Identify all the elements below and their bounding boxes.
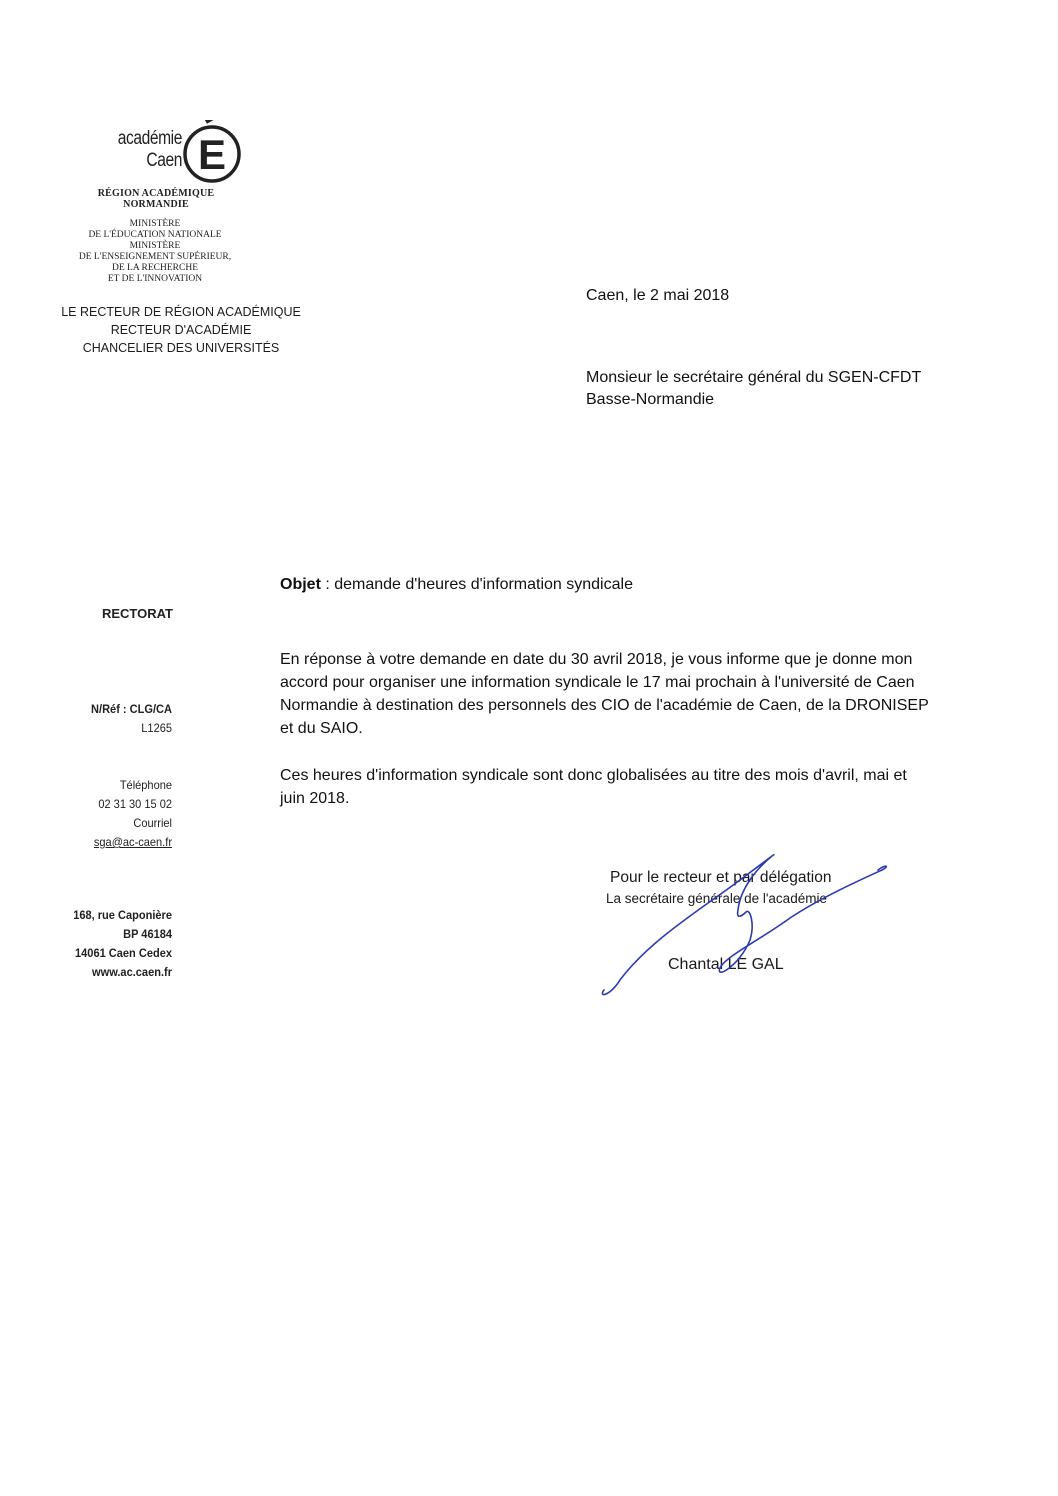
- logo-word-academie: académie: [117, 128, 182, 149]
- letter-date: Caen, le 2 mai 2018: [586, 287, 730, 304]
- sidebar-email-link[interactable]: sga@ac-caen.fr: [93, 835, 172, 849]
- logo-circle-e-icon: [180, 120, 246, 184]
- paragraph-line: Normandie à destination des personnels des CIO de l'académie de Caen, de la DRONISEP: [280, 697, 929, 714]
- ministry-line: DE L'ÉDUCATION NATIONALE: [88, 230, 222, 240]
- sidebar-phone-label: Téléphone: [119, 778, 172, 792]
- paragraph-1: [280, 648, 1020, 740]
- ministry-line: ET DE L'INNOVATION: [107, 274, 203, 284]
- region-line-1: RÉGION ACADÉMIQUE: [97, 188, 215, 199]
- recteur-line: RECTEUR D'ACADÉMIE: [110, 323, 252, 337]
- paragraph-line: accord pour organiser une information syndicale le 17 mai prochain à l'université de Caen: [280, 674, 915, 691]
- address-line: 14061 Caen Cedex: [75, 946, 172, 960]
- recipient-line-1: Monsieur le secrétaire général du SGEN-CFDT: [586, 369, 922, 386]
- signature-line-2: La secrétaire générale de l'académie: [606, 891, 827, 906]
- subject-label: Objet: [280, 576, 321, 593]
- ministry-line: DE LA RECHERCHE: [111, 263, 199, 273]
- ministry-line: MINISTÈRE: [129, 219, 181, 229]
- ministry-line: MINISTÈRE: [129, 241, 181, 251]
- sidebar-phone: 02 31 30 15 02: [98, 797, 172, 811]
- paragraph-line: et du SAIO.: [280, 720, 363, 737]
- handwritten-signature-icon: [590, 840, 910, 1010]
- paragraph-2: [280, 764, 1020, 810]
- address-line: BP 46184: [123, 927, 172, 941]
- address-line: www.ac.caen.fr: [92, 965, 172, 979]
- sidebar-service: RECTORAT: [101, 606, 173, 621]
- paragraph-line: Ces heures d'information syndicale sont donc globalisées au titre des mois d'avril, mai et: [280, 767, 907, 784]
- logo-letter: E: [197, 131, 227, 178]
- sidebar-address: [41, 906, 172, 982]
- sidebar-ref-label: N/Réf : CLG/CA: [91, 702, 172, 716]
- paragraph-line: juin 2018.: [280, 790, 350, 807]
- logo-word-caen: Caen: [146, 150, 182, 171]
- region-line-2: NORMANDIE: [123, 199, 189, 210]
- signature-name: Chantal LE GAL: [668, 956, 784, 973]
- paragraph-line: En réponse à votre demande en date du 30 avril 2018, je vous informe que je donne mon: [280, 651, 913, 668]
- recteur-line: CHANCELIER DES UNIVERSITÉS: [82, 341, 280, 355]
- sidebar-ref-code: L1265: [141, 721, 172, 735]
- recipient-block: [586, 367, 921, 411]
- recipient-line-2: Basse-Normandie: [586, 391, 715, 408]
- recteur-block: [50, 303, 312, 357]
- subject-text: : demande d'heures d'information syndicale: [320, 576, 633, 593]
- subject-line: [280, 573, 633, 596]
- sidebar-email-label: Courriel: [133, 816, 172, 830]
- signature-line-1: Pour le recteur et par délégation: [610, 869, 832, 886]
- region-label: [70, 188, 242, 210]
- address-line: 168, rue Caponière: [73, 908, 172, 922]
- recteur-line: LE RECTEUR DE RÉGION ACADÉMIQUE: [61, 305, 301, 319]
- ministry-block: [62, 219, 248, 285]
- ministry-line: DE L'ENSEIGNEMENT SUPÉRIEUR,: [78, 252, 232, 262]
